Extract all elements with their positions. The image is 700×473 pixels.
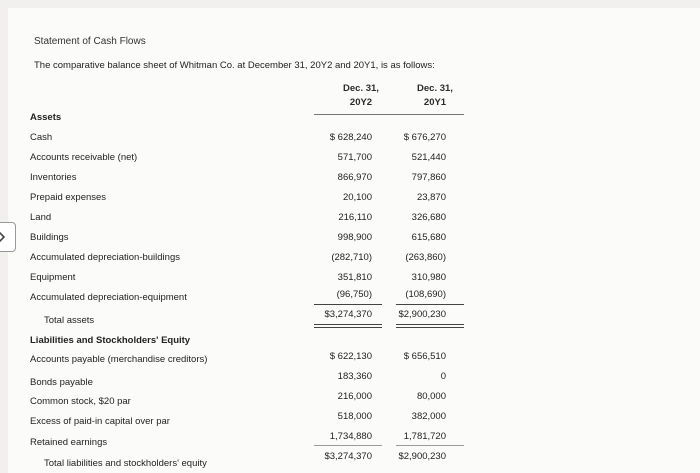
- value-20y2: 216,000: [337, 391, 372, 402]
- row-label: Cash: [30, 132, 53, 143]
- value-20y1: (108,690): [405, 289, 446, 300]
- subtotal-rule-liab-20y2: [314, 445, 382, 446]
- row-label: Prepaid expenses: [30, 192, 107, 203]
- header-divider: [314, 114, 464, 115]
- row-label: Retained earnings: [30, 437, 108, 448]
- column-header-line2: 20Y1: [423, 96, 447, 108]
- double-rule-20y2-lower: [314, 327, 382, 328]
- row-label: Excess of paid-in capital over par: [30, 416, 170, 427]
- column-header-line1: Dec. 31,: [417, 83, 453, 94]
- value-20y1: 615,680: [411, 232, 446, 243]
- subtotal-rule-liab-20y1: [396, 445, 464, 446]
- value-20y2: (96,750): [336, 289, 372, 300]
- value-20y1: $ 656,510: [403, 351, 446, 362]
- column-header-20y1: [405, 82, 465, 110]
- value-20y1: 80,000: [416, 391, 446, 402]
- page-title: Statement of Cash Flows: [34, 36, 146, 47]
- column-header-20y2: [331, 82, 391, 110]
- row-label: Buildings: [30, 232, 69, 243]
- value-20y2: 351,810: [337, 272, 372, 283]
- value-20y2: 183,360: [337, 371, 372, 382]
- value-20y2: 866,970: [337, 172, 372, 183]
- row-label: Land: [30, 212, 52, 223]
- column-header-line1: Dec. 31,: [343, 83, 379, 94]
- value-20y2: 1,734,880: [329, 431, 372, 442]
- total-liabilities-20y1: $2,900,230: [398, 451, 446, 462]
- value-20y1: 382,000: [411, 411, 446, 422]
- double-rule-20y1-lower: [396, 327, 464, 328]
- chevron-right-icon: [0, 230, 8, 244]
- document-page: [8, 8, 700, 473]
- subtotal-rule-20y2: [314, 304, 382, 305]
- row-label: Inventories: [30, 172, 77, 183]
- intro-text: The comparative balance sheet of Whitman Co. at December 31, 20Y2 and 20Y1, is as follows:: [34, 60, 435, 71]
- value-20y2: (282,710): [331, 252, 372, 263]
- value-20y1: 0: [440, 371, 446, 382]
- liabilities-heading: Liabilities and Stockholders' Equity: [30, 335, 191, 346]
- expand-panel-button[interactable]: [0, 222, 16, 252]
- value-20y2: 998,900: [337, 232, 372, 243]
- value-20y1: 521,440: [411, 152, 446, 163]
- double-rule-20y1: [396, 324, 464, 325]
- row-label: Accounts receivable (net): [30, 152, 138, 163]
- value-20y1: 797,860: [411, 172, 446, 183]
- total-liabilities-label: Total liabilities and stockholders' equity: [44, 458, 207, 469]
- value-20y1: $ 676,270: [403, 132, 446, 143]
- subtotal-rule-20y1: [396, 304, 464, 305]
- value-20y2: 571,700: [337, 152, 372, 163]
- double-rule-20y2: [314, 324, 382, 325]
- row-label: Equipment: [30, 272, 76, 283]
- row-label: Accumulated depreciation-buildings: [30, 252, 180, 263]
- total-assets-20y2: $3,274,370: [324, 309, 372, 320]
- value-20y2: 518,000: [337, 411, 372, 422]
- row-label: Common stock, $20 par: [30, 396, 131, 407]
- row-label: Accounts payable (merchandise creditors): [30, 354, 208, 365]
- assets-heading: Assets: [30, 112, 62, 123]
- value-20y2: $ 622,130: [329, 351, 372, 362]
- value-20y1: (263,860): [405, 252, 446, 263]
- value-20y1: 1,781,720: [403, 431, 446, 442]
- total-assets-label: Total assets: [44, 315, 95, 326]
- value-20y2: 20,100: [342, 192, 372, 203]
- value-20y1: 326,680: [411, 212, 446, 223]
- row-label: Bonds payable: [30, 377, 93, 388]
- column-header-line2: 20Y2: [349, 96, 373, 108]
- total-assets-20y1: $2,900,230: [398, 309, 446, 320]
- value-20y1: 23,870: [416, 192, 446, 203]
- row-label: Accumulated depreciation-equipment: [30, 292, 187, 303]
- value-20y2: $ 628,240: [329, 132, 372, 143]
- total-liabilities-20y2: $3,274,370: [324, 451, 372, 462]
- value-20y1: 310,980: [411, 272, 446, 283]
- value-20y2: 216,110: [338, 212, 372, 223]
